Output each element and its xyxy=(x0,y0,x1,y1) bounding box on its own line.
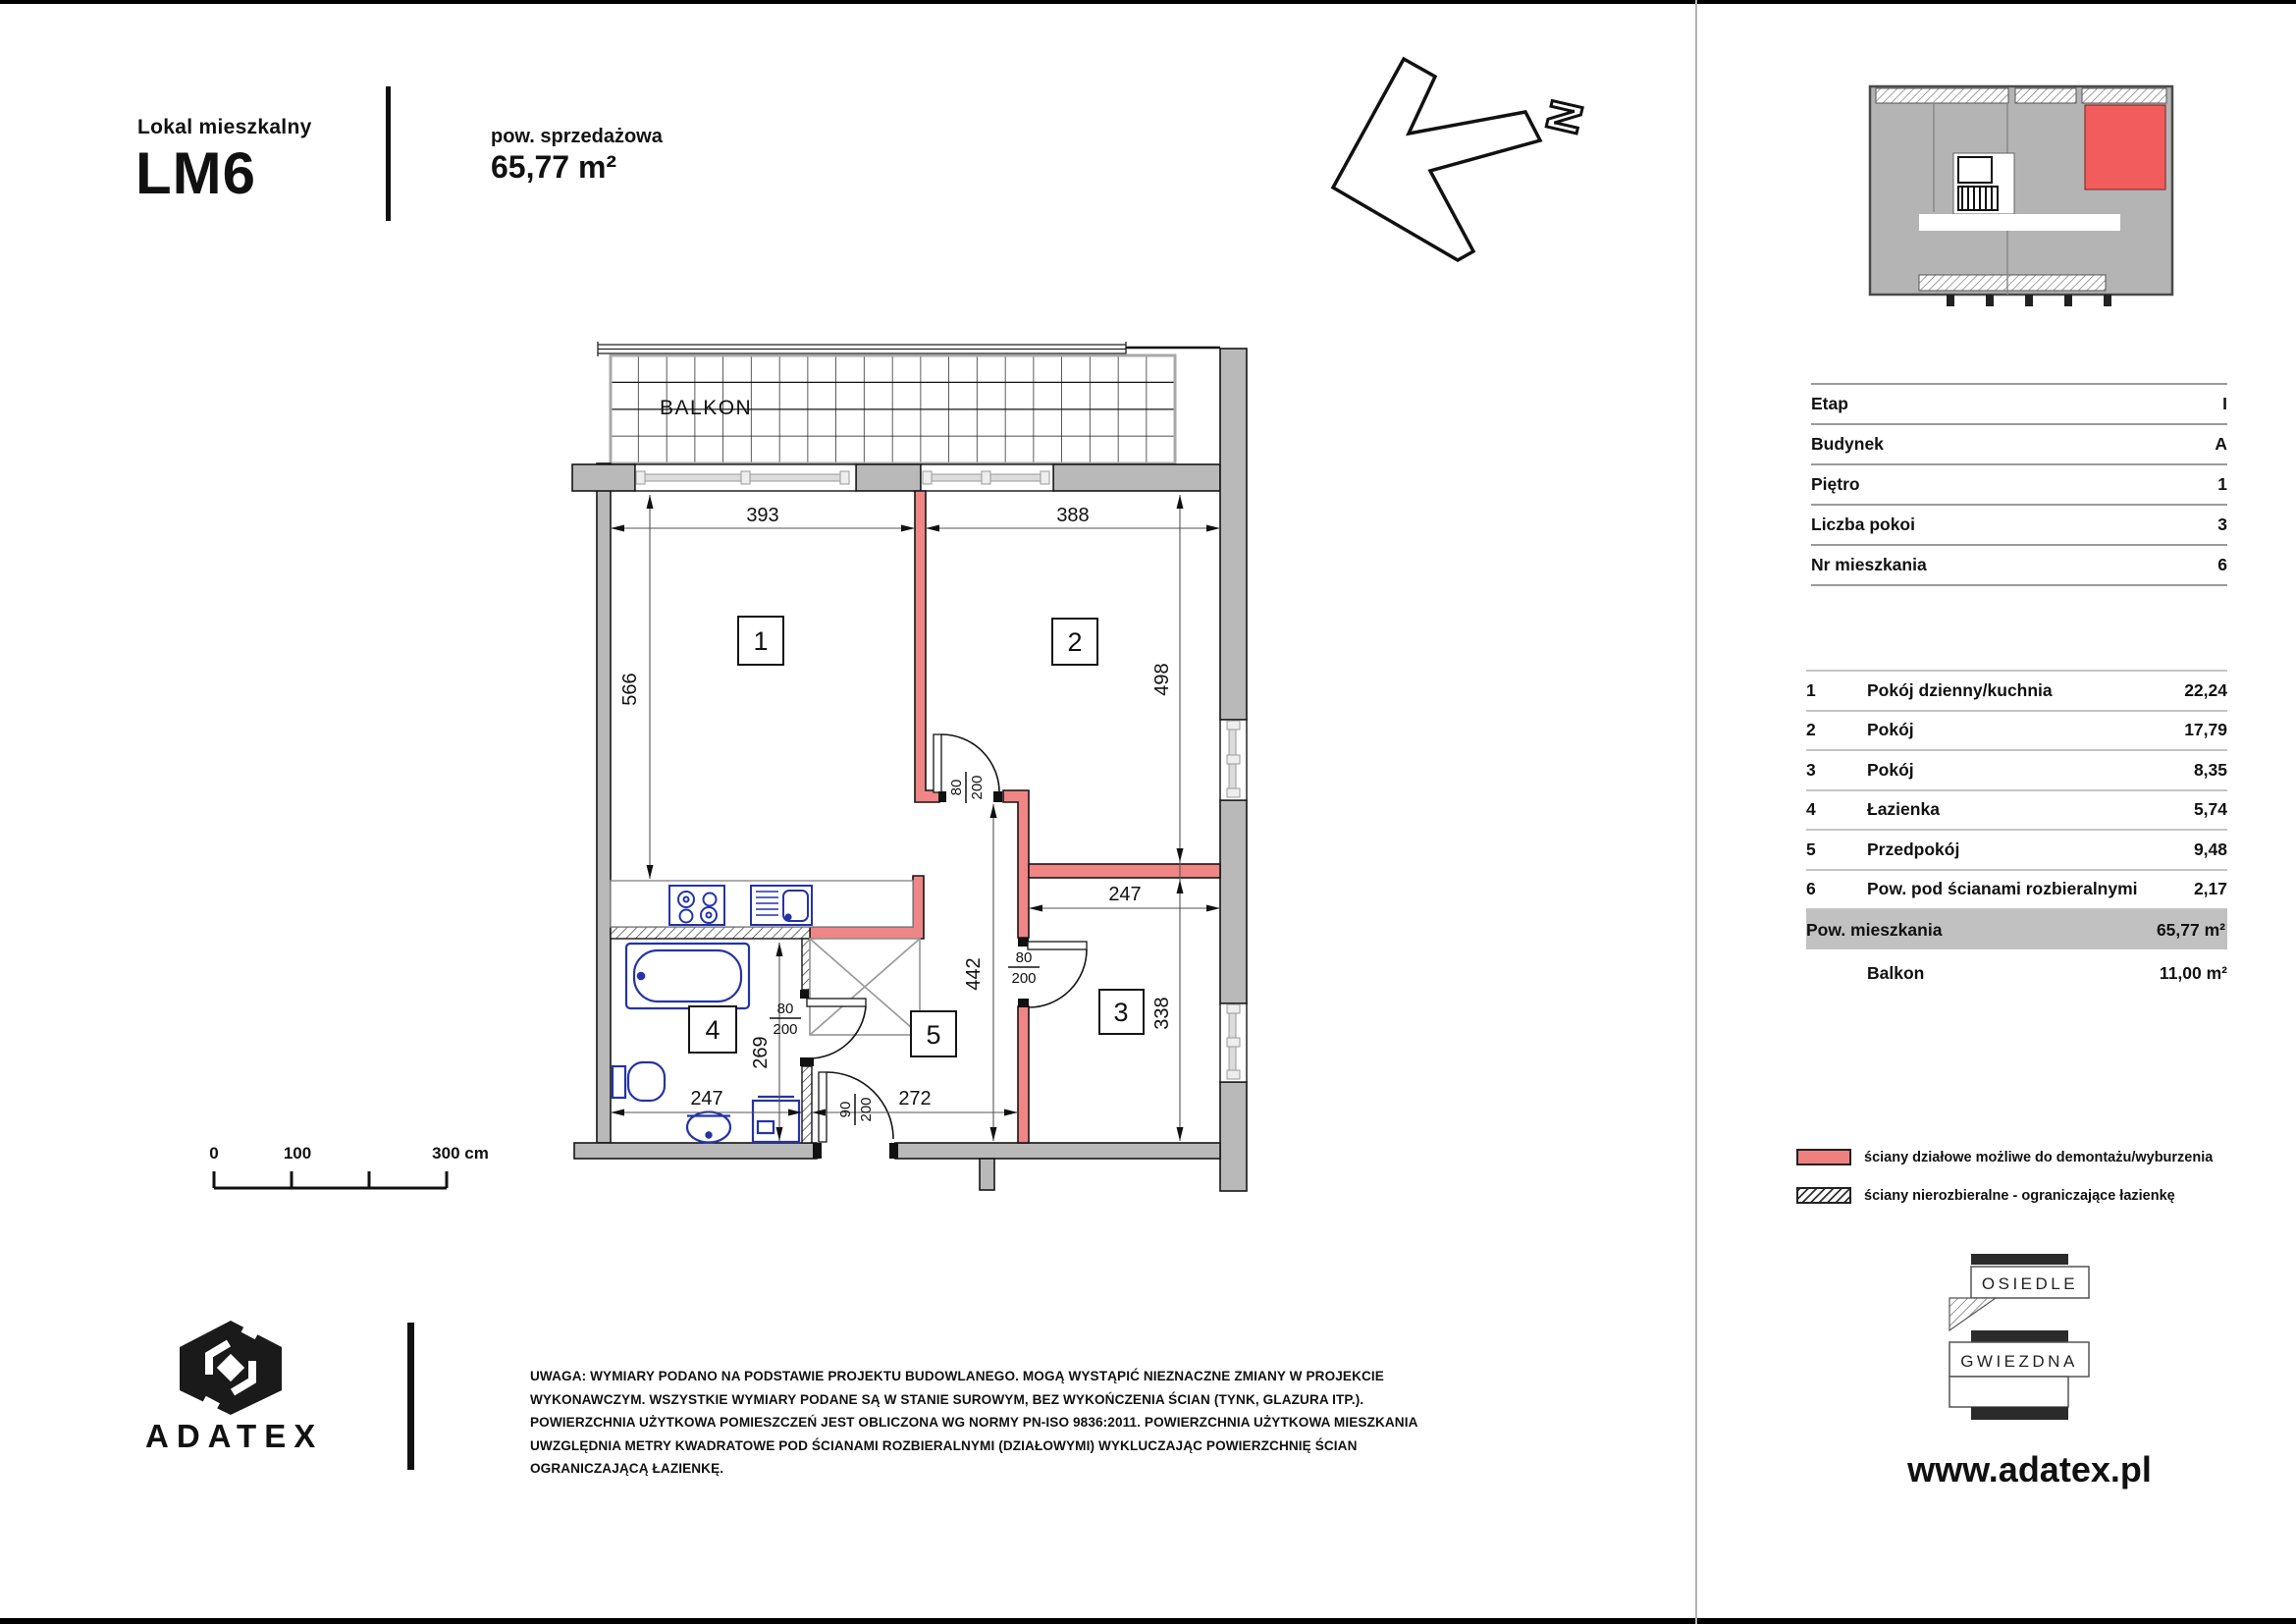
table-row: 4 Łazienka 5,74 xyxy=(1806,791,2227,832)
footer-divider xyxy=(407,1323,414,1470)
svg-text:90: 90 xyxy=(837,1101,854,1118)
building-minimap xyxy=(1860,67,2184,307)
table-row: 5 Przedpokój 9,48 xyxy=(1806,831,2227,871)
info-row: Etap I xyxy=(1811,385,2227,425)
header-divider xyxy=(386,86,391,221)
info-row: Budynek A xyxy=(1811,425,2227,465)
svg-text:269: 269 xyxy=(750,1036,772,1069)
north-arrow-icon xyxy=(1328,32,1593,278)
svg-text:442: 442 xyxy=(963,957,985,991)
svg-text:200: 200 xyxy=(773,1021,798,1038)
adatex-wordmark: ADATEX xyxy=(145,1418,324,1454)
svg-text:498: 498 xyxy=(1151,663,1173,696)
svg-text:247: 247 xyxy=(1108,884,1142,905)
svg-text:GWIEZDNA: GWIEZDNA xyxy=(1960,1352,2078,1371)
stove-icon xyxy=(669,886,724,925)
unit-info-table xyxy=(1811,383,2227,586)
kitchen-sink-icon xyxy=(751,886,812,925)
balcony xyxy=(598,342,1220,463)
svg-text:247: 247 xyxy=(690,1088,723,1110)
north-letter: N xyxy=(1535,95,1593,139)
wardrobe-icon xyxy=(810,939,920,1035)
balcony-label: BALKON xyxy=(660,397,753,419)
table-row: 6 Pow. pod ścianami rozbieralnymi 2,17 xyxy=(1806,871,2227,911)
removable-wall-swatch xyxy=(1796,1149,1851,1165)
svg-text:200: 200 xyxy=(969,775,986,800)
legend-item: ściany nierozbieralne - ograniczające łazienkę xyxy=(1796,1187,2268,1204)
svg-text:4: 4 xyxy=(705,1015,721,1045)
unit-type-label: Lokal mieszkalny xyxy=(137,116,312,138)
info-row: Piętro 1 xyxy=(1811,465,2227,506)
adatex-logo-icon xyxy=(172,1318,290,1418)
panel-divider xyxy=(1695,0,1697,1624)
total-area-row: Pow. mieszkania 65,77 m² xyxy=(1806,910,2227,949)
fixed-wall-swatch xyxy=(1796,1187,1851,1204)
svg-text:80: 80 xyxy=(776,1001,794,1017)
disclaimer-text: UWAGA: WYMIARY PODANO NA PODSTAWIE PROJEKTU BUDOWLANEGO. MOGĄ WYSTĄPIĆ NIEZNACZNE ZMIANY W PROJEKCIE WYKONAWCZYM. WSZYSTKIE WYMIARY PODANE SĄ W STANIE SUROWYM, BEZ WYKOŃCZENIA ŚCIAN (TYNK, GLAZURA ITP.). POWIERZCHNIA UŻYTKOWA POMIESZCZEŃ JEST OBLICZONA WG NORMY PN-ISO 9836:2011. POWIERZCHNIA UŻYTKOWA MIESZKANIA UWZGLĘDNIA METRY KWADRATOWE POD ŚCIANAMI ROZBIERALNYMI (DZIAŁOWYMI) WYKLUCZAJĄC POWIERZCHNIĘ ŚCIAN OGRANICZAJĄCĄ ŁAZIENKĘ. xyxy=(530,1369,1418,1476)
removable-walls xyxy=(810,491,1220,1143)
svg-text:272: 272 xyxy=(898,1088,932,1110)
sales-area-value: 65,77 m² xyxy=(491,149,617,185)
svg-text:393: 393 xyxy=(746,505,779,526)
legend-item: ściany działowe możliwe do demontażu/wyburzenia xyxy=(1796,1149,2268,1165)
table-row: 3 Pokój 8,35 xyxy=(1806,751,2227,791)
osiedle-gwiezdna-logo xyxy=(1949,1249,2096,1426)
scale-bar: 0 100 300 cm xyxy=(209,1144,489,1163)
svg-text:OSIEDLE: OSIEDLE xyxy=(1981,1274,2079,1293)
rooms-table xyxy=(1806,670,2227,997)
sales-area-label: pow. sprzedażowa xyxy=(491,126,663,147)
page-top-border xyxy=(0,0,2296,4)
bathtub-icon xyxy=(626,944,749,1008)
table-row: 1 Pokój dzienny/kuchnia 22,24 xyxy=(1806,672,2227,712)
legend xyxy=(1796,1149,2268,1225)
svg-text:566: 566 xyxy=(619,673,641,706)
svg-text:388: 388 xyxy=(1056,505,1090,526)
washer-icon xyxy=(753,1097,799,1142)
svg-text:80: 80 xyxy=(948,779,965,796)
svg-text:5: 5 xyxy=(926,1020,941,1050)
balcony-area-row: Balkon 11,00 m² xyxy=(1867,962,2227,983)
toilet-icon xyxy=(613,1062,665,1101)
washbasin-icon xyxy=(687,1112,730,1143)
svg-text:2: 2 xyxy=(1067,627,1083,657)
svg-text:1: 1 xyxy=(753,626,769,656)
svg-text:200: 200 xyxy=(1011,970,1037,987)
svg-text:80: 80 xyxy=(1015,949,1033,966)
svg-text:200: 200 xyxy=(858,1097,875,1122)
website-link[interactable]: www.adatex.pl xyxy=(1907,1449,2152,1489)
page-bottom-border xyxy=(0,1618,2296,1624)
minimap-highlighted-unit xyxy=(2085,105,2165,189)
info-row: Nr mieszkania 6 xyxy=(1811,546,2227,586)
kitchen-fixtures xyxy=(611,881,913,927)
svg-text:3: 3 xyxy=(1113,998,1129,1027)
svg-text:338: 338 xyxy=(1151,997,1173,1030)
unit-id: LM6 xyxy=(135,140,256,206)
table-row: 2 Pokój 17,79 xyxy=(1806,712,2227,752)
floor-plan xyxy=(550,324,1296,1237)
info-row: Liczba pokoi 3 xyxy=(1811,506,2227,546)
